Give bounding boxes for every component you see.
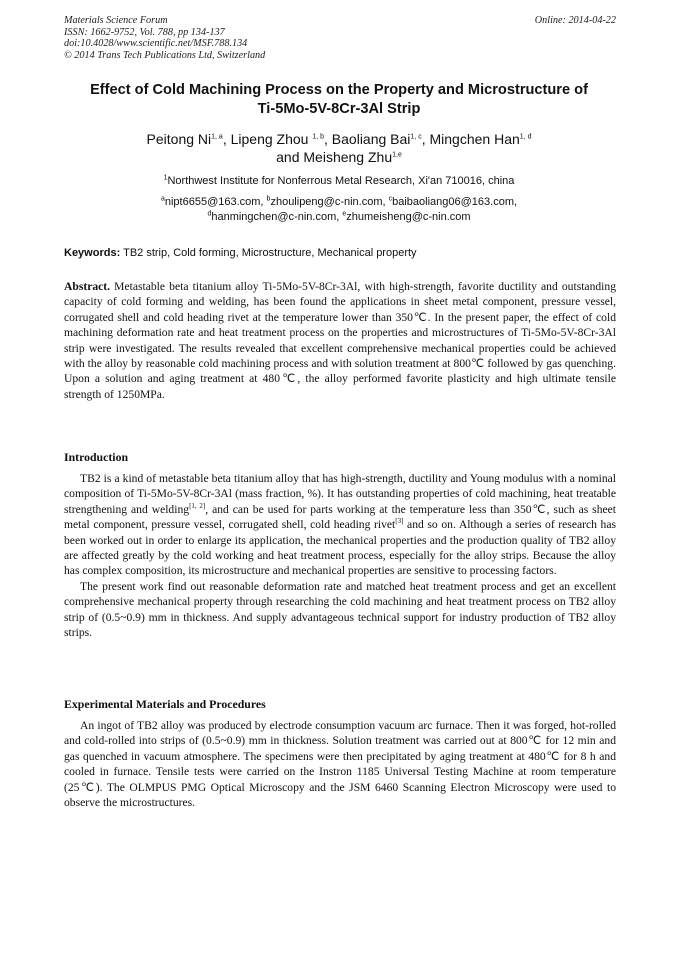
paragraph (64, 471, 616, 579)
author-line-2 (40, 149, 638, 167)
paragraph: An ingot of TB2 alloy was produced by electrode consumption vacuum arc furnace. Then it was forged, hot-rolled and cold-rolled into strips of (0.5~0.9) mm in thickness. Solution treatment was carried out at 800℃ for 12 min and gas quenched in vacuum atmosphere. The specimens were then precipitated by aging treatment at 480℃ for 8 h and cooled in furnace. Tensile tests were carried on the Instron 1185 Universal Testing Machine at room temperature (25℃). The OLMPUS PMG Optical Microscopy and the JSM 6460 Scanning Electron Microscopy were used to observe the microstructures. (64, 719, 616, 810)
email-list (40, 195, 638, 225)
email-sup: d (207, 210, 212, 218)
author-sep: , (421, 131, 430, 147)
author-name: and Meisheng Zhu (276, 148, 393, 165)
affiliation (40, 174, 638, 188)
email-link[interactable]: nipt6655@163.com, (164, 196, 267, 208)
author-sup: 1,e (392, 150, 402, 158)
email-sup: a (160, 195, 165, 203)
keywords-text: TB2 strip, Cold forming, Microstructure, Mechanical property (120, 247, 417, 259)
email-line-1 (40, 195, 638, 210)
title-line-1: Effect of Cold Machining Process on the Property and Microstructure of (90, 82, 588, 98)
keywords-label: Keywords: (64, 247, 121, 259)
introduction-heading: Introduction (64, 450, 129, 464)
keywords (64, 246, 616, 260)
email-sup: e (342, 210, 347, 218)
doi-line[interactable]: doi:10.4028/www.scientific.net/MSF.788.134 (64, 38, 248, 50)
email-sup: b (266, 195, 271, 203)
author-line-1 (40, 131, 638, 149)
author-sep: , (222, 131, 231, 147)
journal-name: Materials Science Forum (64, 15, 168, 26)
author-list (40, 131, 638, 166)
paragraph: The present work find out reasonable deformation rate and matched heat treatment process and get an excellent comprehensive mechanical property through researching the cold machining and heat treatment process on TB2 alloy strip of (0.5~0.9) mm in thickness. And supply advantageous technical support for industry production of TB2 alloy strips. (64, 579, 616, 640)
abstract (64, 279, 616, 402)
abstract-text: Metastable beta titanium alloy Ti-5Mo-5V-8Cr-3Al, with high-strength, favorite ductility and outstanding capacity of cold forming and welding, has been found the applications in sheet metal component, pressure vessel, corrugated shell and cold heading rivet at the temperature lower than 350℃. In the present paper, the effect of cold machining deformation rate and heat treatment process on the properties and microstructures of Ti-5Mo-5V-8Cr-3Al strip were investigated. The results revealed that excellent comprehensive mechanical properties could be achieved with the alloy by reasonable cold machining process and with solution treatment at 800℃ followed by gas quenching. Upon a solution and aging treatment at 480℃, the alloy performed favorite plasticity and high ultimate tensile strength of 1250MPa. (64, 280, 616, 401)
affiliation-sup: 1 (163, 174, 168, 182)
experimental-heading: Experimental Materials and Procedures (64, 697, 266, 711)
email-link[interactable]: zhoulipeng@c-nin.com, (270, 196, 389, 208)
citation[interactable]: [3] (395, 517, 404, 526)
author-sup: 1, a (211, 133, 223, 141)
email-link[interactable]: baibaoliang06@163.com, (392, 196, 518, 208)
abstract-label: Abstract. (64, 280, 111, 293)
title-line-2: Ti-5Mo-5V-8Cr-3Al Strip (257, 101, 421, 117)
email-sup: c (388, 195, 393, 203)
introduction-body (64, 471, 616, 640)
author-sup: 1, b (312, 133, 325, 141)
email-line-2 (40, 210, 638, 225)
journal-header (64, 15, 616, 61)
author-sep: , (324, 131, 332, 147)
paragraph-text: , and can be used for parts working at the temperature less than 350℃, such as sheet metal component, pressure vessel, corrugated shell, cold heading rivet (64, 502, 617, 532)
affiliation-text: Northwest Institute for Nonferrous Metal Research, Xi'an 710016, china (167, 175, 515, 187)
paragraph-text: and so on. Although a series of research has been worked out in order to enlarge its application, the mechanical properties and the production quality of TB2 alloy are affected greatly by the cold working and heat treatment process, especially for the alloy strips. Because the alloy has complex composition, its microstructure and mechanical properties are sensitive to processing factors. (64, 518, 616, 578)
author-sup: 1, d (519, 133, 532, 141)
paragraph-text: TB2 is a kind of metastable beta titanium alloy that has high-strength, ductility and Young modulus with a nominal composition of Ti-5Mo-5V-8Cr-3Al (mass fraction, %). It has outstanding properties of cold machining, heat treatable strengthening and welding (64, 472, 616, 516)
email-link[interactable]: hanmingchen@c-nin.com, (211, 211, 343, 223)
paper-title (40, 81, 638, 119)
copyright-line: © 2014 Trans Tech Publications Ltd, Switzerland (64, 49, 266, 61)
experimental-body (64, 718, 616, 810)
citation[interactable]: [1, 2] (189, 501, 206, 510)
author-name: Lipeng Zhou (230, 131, 313, 147)
author-name: Baoliang Bai (331, 131, 411, 147)
email-link[interactable]: zhumeisheng@c-nin.com (346, 211, 471, 223)
author-name: Peitong Ni (146, 131, 212, 147)
online-date: Online: 2014-04-22 (534, 15, 616, 26)
issn-line: ISSN: 1662-9752, Vol. 788, pp 134-137 (64, 26, 225, 38)
author-name: Mingchen Han (429, 131, 520, 147)
author-sup: 1, c (410, 133, 422, 141)
